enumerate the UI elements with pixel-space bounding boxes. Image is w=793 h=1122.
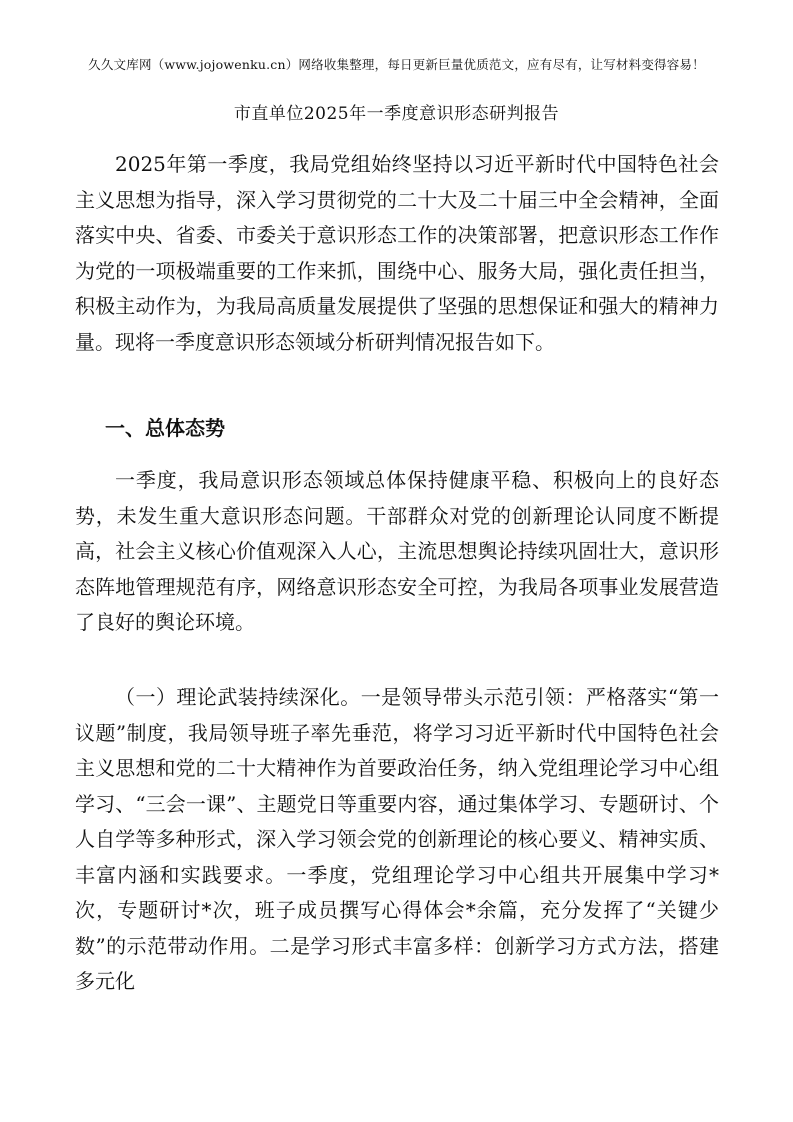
section-heading-overall-situation: 一、总体态势 [105, 416, 225, 440]
intro-paragraph: 2025年第一季度，我局党组始终坚持以习近平新时代中国特色社会主义思想为指导，深入学习贯彻党的二十大及二十届三中全会精神，全面落实中央、省委、市委关于意识形态工作的决策部署，把意识形态工作作为党的一项极端重要的工作来抓，围绕中心、服务大局，强化责任担当，积极主动作为，为我局高质量发展提供了坚强的思想保证和强大的精神力量。现将一季度意识形态领域分析研判情况报告如下。 [75, 152, 719, 354]
overall-situation-paragraph: 一季度，我局意识形态领域总体保持健康平稳、积极向上的良好态势，未发生重大意识形态问题。干部群众对党的创新理论认同度不断提高，社会主义核心价值观深入人心，主流思想舆论持续巩固壮大，意识形态阵地管理规范有序，网络意识形态安全可控，为我局各项事业发展营造了良好的舆论环境。 [75, 468, 719, 634]
document-title: 市直单位2025年一季度意识形态研判报告 [233, 104, 560, 124]
theory-armament-paragraph: （一）理论武装持续深化。一是领导带头示范引领：严格落实“第一议题”制度，我局领导班子率先垂范，将学习习近平新时代中国特色社会主义思想和党的二十大精神作为首要政治任务，纳入党组理论学习中心组学习、“三会一课”、主题党日等重要内容，通过集体学习、专题研讨、个人自学等多种形式，深入学习领会党的创新理论的核心要义、精神实质、丰富内涵和实践要求。一季度，党组理论学习中心组共开展集中学习*次，专题研讨*次，班子成员撰写心得体会*余篇，充分发挥了“关键少数”的示范带动作用。二是学习形式丰富多样：创新学习方式方法，搭建多元化 [75, 685, 719, 993]
source-banner: 久久文库网（www.jojowenku.cn）网络收集整理，每日更新巨量优质范文，应有尽有，让写材料变得容易！ [88, 57, 705, 72]
